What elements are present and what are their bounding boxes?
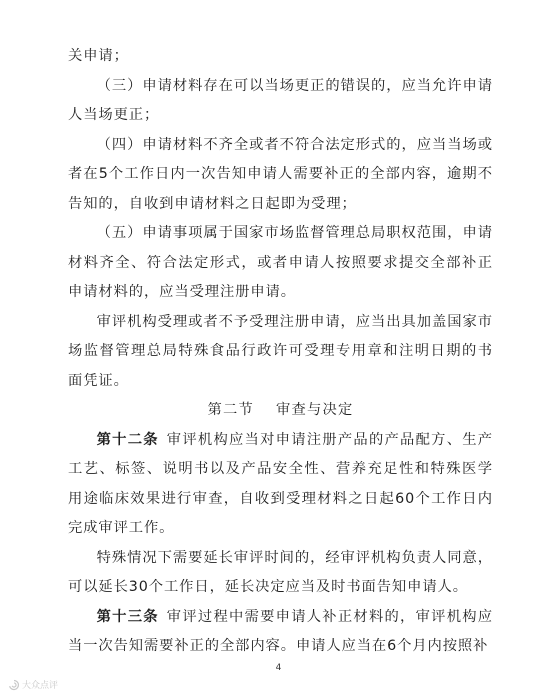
article-12 — [68, 426, 493, 544]
paragraph-item-3: （三）申请材料存在可以当场更正的错误的，应当允许申请人当场更正； — [68, 77, 493, 123]
paragraph-item-4: （四）申请材料不齐全或者不符合法定形式的，应当当场或者在5个工作日内一次告知申请人需要补正的全部内容，逾期不告知的，自收到申请材料之日起即为受理； — [68, 136, 493, 212]
section-title: 审查与决定 — [276, 402, 354, 418]
document-body — [68, 42, 493, 662]
article-12-extension: 特殊情况下需要延长审评时间的，经审评机构负责人同意，可以延长30个工作日，延长决定应当及时书面告知申请人。 — [68, 549, 493, 595]
article-13 — [68, 603, 493, 662]
section-number: 第二节 — [207, 402, 254, 418]
watermark — [8, 678, 58, 691]
article-text: 审评机构应当对申请注册产品的产品配方、生产工艺、标签、说明书以及产品安全性、营养充足性和特殊医学用途临床效果进行审查，自收到受理材料之日起60个工作日内完成审评工作。 — [68, 431, 493, 536]
article-label: 第十二条 — [96, 431, 159, 448]
paragraph-receipt-certificate: 审评机构受理或者不予受理注册申请，应当出具加盖国家市场监督管理总局特殊食品行政许可受理专用章和注明日期的书面凭证。 — [68, 313, 493, 389]
paragraph-item-5: （五）申请事项属于国家市场监督管理总局职权范围，申请材料齐全、符合法定形式，或者申请人按照要求提交全部补正申请材料的，应当受理注册申请。 — [68, 225, 493, 300]
page-number: 4 — [275, 663, 282, 673]
article-text: 审评过程中需要申请人补正材料的，审评机构应当一次告知需要补正的全部内容。申请人应当在6个月内按照补 — [68, 608, 493, 654]
paragraph-continuation: 关申请； — [68, 48, 129, 64]
swirl-logo-icon — [8, 679, 20, 691]
article-label: 第十三条 — [96, 608, 159, 625]
section-heading — [68, 396, 493, 426]
watermark-text: 大众点评 — [22, 681, 59, 691]
